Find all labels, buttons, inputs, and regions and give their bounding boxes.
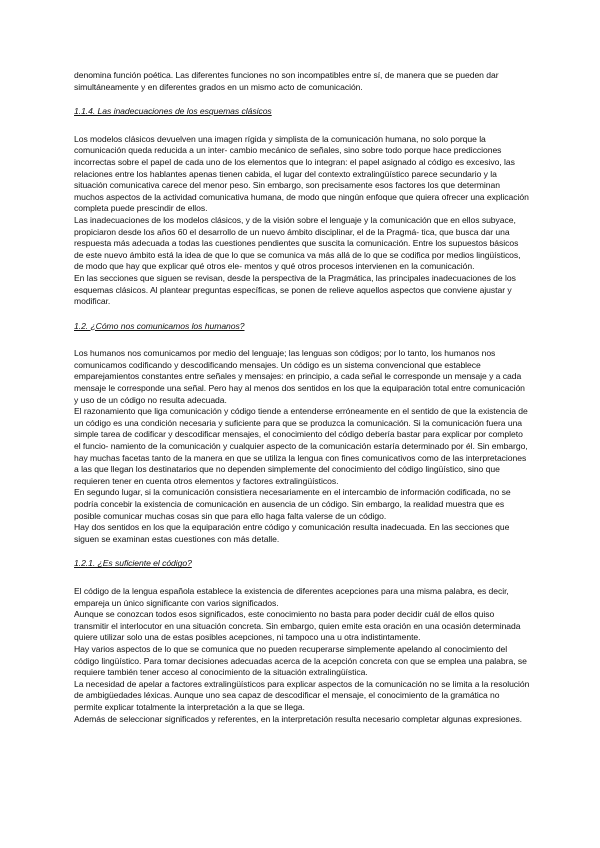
paragraph: La necesidad de apelar a factores extralingüísticos para explicar aspectos de la comunicación no se limita a la resolución de ambigüedades léxicas. Aunque uno sea capaz de descodificar el mensaje, el conocimiento de la gramática no permite explicar totalmente la interpretación a la que se llega. [74,678,530,712]
paragraph: Los humanos nos comunicamos por medio del lenguaje; las lenguas son códigos; por lo tanto, los humanos nos comunicamos codificando y descodificando mensajes. Un código es un sistema convencional que establece emparejamientos constantes entre señales y mensajes: en principio, a cada señal le corresponde un mensaje y a cada mensaje le corresponde una señal. Pero hay al menos dos sentidos en los que la equiparación total entre comunicación y uso de un código no resulta adecuada. [74,348,525,405]
paragraph: Los modelos clásicos devuelven una imagen rígida y simplista de la comunicación humana, no solo porque la comunicación queda reducida a un inter- cambio mecánico de señales, sino sobre todo porque hace predicciones incorrectas sobre el papel de cada uno de los elementos que lo integran: el papel asignado al código es excesivo, las relaciones entre los hablantes apenas tienen cabida, el lugar del contexto extralingüístico parece secundario y la situación comunicativa carece del menor peso. Sin embargo, son precisamente esos factores los que determinan muchos aspectos de la actividad comunicativa humana, de modo que ningún enfoque que quiera ofrecer una explicación completa puede prescindir de ellos. [74,133,529,214]
section-heading-1-2-1: 1.2.1. ¿Es suficiente el código? [74,558,192,569]
intro-paragraph: denomina función poética. Las diferentes funciones no son incompatibles entre sí, de manera que se pueden dar simultáneamente y en diferentes grados en un mismo acto de comunicación. [74,70,499,92]
section-heading-1-2: 1.2. ¿Cómo nos comunicamos los humanos? [74,320,245,331]
paragraph: El código de la lengua española establece la existencia de diferentes acepciones para una misma palabra, es decir, empareja un único significante con varios significados. [74,585,509,608]
paragraph: Las inadecuaciones de los modelos clásicos, y de la visión sobre el lenguaje y la comunicación que en ellos subyace, propiciaron desde los años 60 el desarrollo de un nuevo ámbito disciplinar, el de la Pragmá- tica, que busca dar una respuesta más adecuada a todas las cuestiones pendientes que suscita la comunicación. Entre los supuestos básicos de este nuevo ámbito está la idea de que lo que se comunica va más allá de lo que se codifica por medios lingüísticos, de modo que hay que explicar qué otros ele- mentos y qué otros procesos intervienen en la comunicación. [74,214,521,272]
paragraph: En segundo lugar, si la comunicación consistiera necesariamente en el intercambio de información codificada, no se podría concebir la existencia de comunicación en ausencia de un código. Sin embargo, la realidad muestra que es posible comunicar muchas cosas sin que para ello haga falta valerse de un código. [74,487,511,521]
paragraph: En las secciones que siguen se revisan, desde la perspectiva de la Pragmática, las principales inadecuaciones de los esquemas clásicos. Al plantear preguntas específicas, se ponen de relieve aquellos aspectos que conviene ajustar y modificar. [74,272,516,307]
section-heading-1-1-4: 1.1.4. Las inadecuaciones de los esquemas clásicos [74,106,272,117]
paragraph: Además de seleccionar significados y referentes, en la interpretación resulta necesario completar algunas expresiones. [74,713,522,724]
paragraph: El razonamiento que liga comunicación y código tiende a entenderse erróneamente en el sentido de que la existencia de un código es una condición necesaria y suficiente para que se produzca la comunicación. Si la comunicación fuera una simple tarea de codificar y descodificar mensajes, el conocimiento del código debería bastar para explicar por completo el funcio- namiento de la comunicación y cualquier aspecto de la comunicación estaría determinado por él. Sin embargo, hay muchas facetas tanto de la manera en que se utiliza la lengua con fines comunicativos como de las interpretaciones a las que llegan los destinatarios que no dependen simplemente del conocimiento del código lingüístico, sino que requieren tener en cuenta otros elementos y factores extralingüísticos. [74,406,528,486]
paragraph: Aunque se conozcan todos esos significados, este conocimiento no basta para poder decidir cuál de ellos quiso transmitir el interlocutor en una situación concreta. Sin embargo, quien emite esta oración en una ocasión determinada quiere utilizar solo una de estas posibles acepciones, ni tampoco una u otra indistintamente. [74,609,521,643]
document-body [74,70,530,725]
paragraph: Hay varios aspectos de lo que se comunica que no pueden recuperarse simplemente apelando al conocimiento del código lingüístico. Para tomar decisiones adecuadas acerca de la acepción concreta con que se emplea una palabra, se requiere también tener acceso al conocimiento de la situación extralingüística. [74,643,527,678]
paragraph: Hay dos sentidos en los que la equiparación entre código y comunicación resulta inadecuada. En las secciones que siguen se examinan estas cuestiones con más detalle. [74,522,510,544]
